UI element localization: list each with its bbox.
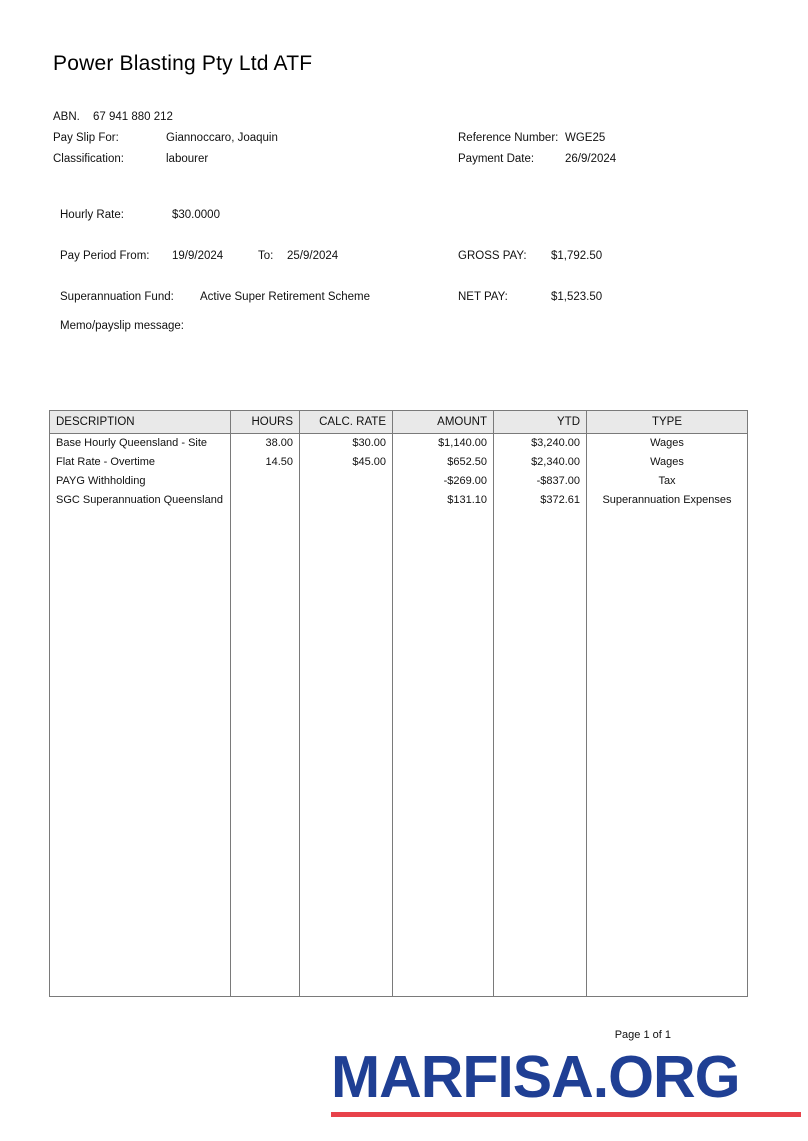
filler-cell-hours (231, 510, 300, 997)
payslip-for-value: Giannoccaro, Joaquin (166, 132, 278, 144)
table-row (50, 491, 748, 510)
reference-number-value: WGE25 (565, 132, 606, 144)
column-header-type: TYPE (587, 411, 748, 434)
payslip-for-row (53, 128, 753, 149)
cell-rate: $45.00 (300, 453, 393, 472)
payslip-for-label: Pay Slip For: (53, 132, 119, 144)
cell-ytd: $3,240.00 (494, 434, 587, 454)
cell-ytd: $372.61 (494, 491, 587, 510)
cell-ytd: $2,340.00 (494, 453, 587, 472)
table-row (50, 472, 748, 491)
cell-description: Base Hourly Queensland - Site (50, 434, 231, 454)
cell-hours: 38.00 (231, 434, 300, 454)
pay-period-label: Pay Period From: (60, 250, 150, 262)
super-fund-value: Active Super Retirement Scheme (200, 291, 371, 303)
watermark-text: MARFISA.ORG (331, 1044, 740, 1110)
cell-description: SGC Superannuation Queensland (50, 491, 231, 510)
classification-label: Classification: (53, 153, 124, 165)
cell-hours: 14.50 (231, 453, 300, 472)
abn-label: ABN. (53, 111, 80, 123)
cell-amount: -$269.00 (393, 472, 494, 491)
cell-rate: $30.00 (300, 434, 393, 454)
filler-cell-type (587, 510, 748, 997)
header-info-block (53, 107, 753, 170)
pay-period-row (60, 249, 760, 290)
cell-type: Wages (587, 453, 748, 472)
pay-details-block (60, 208, 760, 331)
cell-amount: $652.50 (393, 453, 494, 472)
cell-rate (300, 491, 393, 510)
cell-rate (300, 472, 393, 491)
page-number: Page 1 of 1 (614, 1029, 671, 1041)
super-fund-label: Superannuation Fund: (60, 291, 174, 303)
cell-hours (231, 472, 300, 491)
cell-description: Flat Rate - Overtime (50, 453, 231, 472)
column-header-calc-rate: CALC. RATE (300, 411, 393, 434)
column-header-amount: AMOUNT (393, 411, 494, 434)
payment-date-value: 26/9/2024 (565, 153, 617, 165)
watermark-bar (331, 1112, 801, 1117)
net-pay-value: $1,523.50 (551, 291, 603, 303)
company-title: Power Blasting Pty Ltd ATF (53, 52, 313, 75)
hourly-rate-row (60, 208, 760, 249)
earnings-table (49, 410, 748, 997)
classification-row (53, 149, 753, 170)
hourly-rate-label: Hourly Rate: (60, 209, 124, 221)
filler-cell-amount (393, 510, 494, 997)
watermark (331, 1046, 801, 1117)
table-header-row (50, 411, 748, 434)
earnings-table-container (49, 410, 732, 997)
classification-value: labourer (166, 153, 209, 165)
reference-number-label: Reference Number: (458, 132, 559, 144)
cell-ytd: -$837.00 (494, 472, 587, 491)
column-header-description: DESCRIPTION (50, 411, 231, 434)
table-filler-row (50, 510, 748, 997)
column-header-ytd: YTD (494, 411, 587, 434)
table-row (50, 453, 748, 472)
gross-pay-value: $1,792.50 (551, 250, 603, 262)
filler-cell-ytd (494, 510, 587, 997)
cell-type: Superannuation Expenses (587, 491, 748, 510)
gross-pay-label: GROSS PAY: (458, 250, 527, 262)
filler-cell-rate (300, 510, 393, 997)
column-header-hours: HOURS (231, 411, 300, 434)
cell-type: Tax (587, 472, 748, 491)
cell-amount: $1,140.00 (393, 434, 494, 454)
filler-cell-description (50, 510, 231, 997)
pay-period-to-label: To: (258, 250, 274, 262)
net-pay-label: NET PAY: (458, 291, 508, 303)
cell-hours (231, 491, 300, 510)
pay-period-from-value: 19/9/2024 (172, 250, 224, 262)
pay-period-to-value: 25/9/2024 (287, 250, 339, 262)
cell-type: Wages (587, 434, 748, 454)
abn-value: 67 941 880 212 (93, 111, 173, 123)
hourly-rate-value: $30.0000 (172, 209, 220, 221)
memo-label: Memo/payslip message: (60, 320, 184, 332)
abn-row (53, 107, 753, 128)
cell-description: PAYG Withholding (50, 472, 231, 491)
table-row (50, 434, 748, 454)
cell-amount: $131.10 (393, 491, 494, 510)
payment-date-label: Payment Date: (458, 153, 535, 165)
